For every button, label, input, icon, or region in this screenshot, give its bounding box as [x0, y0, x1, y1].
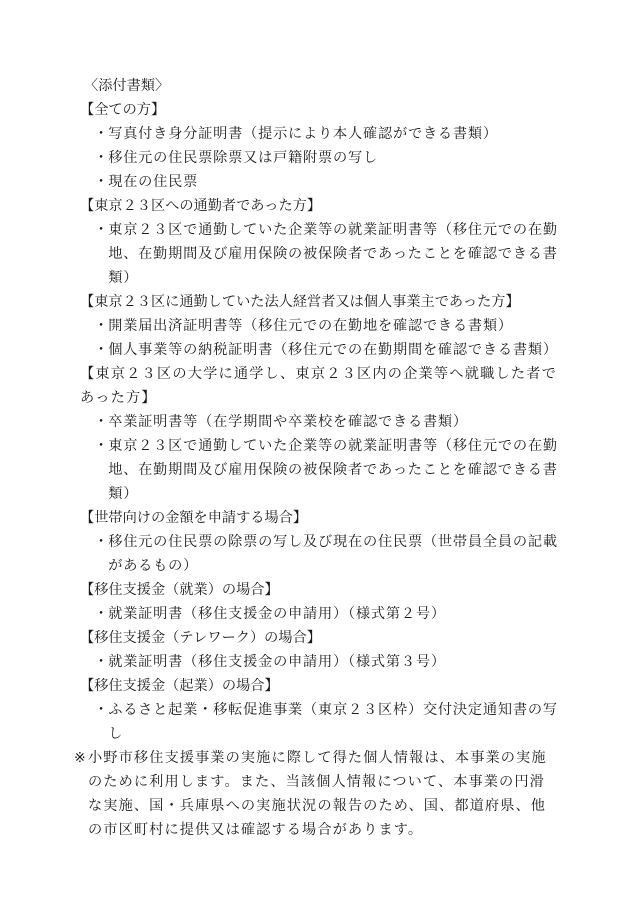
bullet-mark: ・	[94, 318, 109, 334]
list-item	[94, 410, 560, 434]
section-startup	[80, 674, 560, 746]
bullet-mark: ・	[94, 534, 109, 550]
document-intro: 〈添付書類〉	[84, 78, 170, 94]
list-item-text: 東京２３区で通勤していた企業等の就業証明書等（移住元での在勤地、在勤期間及び雇用保険の被保険者であったことを確認できる書類）	[108, 222, 558, 286]
bullet-mark: ・	[94, 222, 109, 238]
list-item-text: 移住元の住民票除票又は戸籍附票の写し	[108, 150, 378, 166]
bullet-mark: ・	[94, 414, 109, 430]
bullet-mark: ・	[94, 438, 109, 454]
list-item	[94, 122, 560, 146]
list-item	[94, 434, 560, 506]
list-item	[94, 146, 560, 170]
section-heading: 【東京２３区に通勤していた法人経営者又は個人事業主であった方】	[80, 294, 520, 310]
list-item	[94, 170, 560, 194]
bullet-mark: ・	[94, 606, 109, 622]
list-item	[94, 338, 560, 362]
list-item-text: 卒業証明書等（在学期間や卒業校を確認できる書類）	[108, 414, 468, 430]
section-heading: 【東京２３区の大学に通学し、東京２３区内の企業等へ就職した者であった方】	[80, 366, 558, 406]
list-item-text: 就業証明書（移住支援金の申請用）（様式第３号）	[108, 654, 446, 670]
bullet-mark: ・	[94, 150, 109, 166]
section-heading: 【移住支援金（起業）の場合】	[80, 678, 279, 694]
list-item	[94, 530, 560, 578]
section-tokyo-graduate	[80, 362, 560, 506]
list-item	[94, 698, 560, 746]
bullet-mark: ・	[94, 702, 109, 718]
section-business-owner	[80, 290, 560, 362]
section-all-applicants	[80, 98, 560, 194]
section-employment	[80, 578, 560, 626]
list-item-text: 東京２３区で通勤していた企業等の就業証明書等（移住元での在勤地、在勤期間及び雇用保険の被保険者であったことを確認できる書類）	[108, 438, 558, 502]
list-item	[94, 602, 560, 626]
list-item	[94, 650, 560, 674]
bullet-mark: ・	[94, 174, 109, 190]
bullet-mark: ・	[94, 342, 109, 358]
list-item-text: ふるさと起業・移転促進事業（東京２３区枠）交付決定通知書の写し	[108, 702, 558, 742]
section-heading: 【東京２３区への通勤者であった方】	[80, 198, 322, 214]
list-item-text: 開業届出済証明書等（移住元での在勤地を確認できる書類）	[108, 318, 513, 334]
list-item-text: 個人事業等の納税証明書（移住元での在勤期間を確認できる書類）	[108, 342, 558, 358]
privacy-note-text: 小野市移住支援事業の実施に際して得た個人情報は、本事業の実施のために利用します。また、当該個人情報について、本事業の円滑な実施、国・兵庫県への実施状況の報告のため、国、都道府県、他の市区町村に提供又は確認する場合があります。	[88, 750, 547, 838]
list-item-text: 写真付き身分証明書（提示により本人確認ができる書類）	[108, 126, 498, 142]
bullet-mark: ・	[94, 126, 109, 142]
bullet-mark: ・	[94, 654, 109, 670]
section-household	[80, 506, 560, 578]
list-item-text: 就業証明書（移住支援金の申請用）（様式第２号）	[108, 606, 446, 622]
list-item-text: 移住元の住民票の除票の写し及び現在の住民票（世帯員全員の記載があるもの）	[108, 534, 558, 574]
section-heading: 【世帯向けの金額を申請する場合】	[80, 510, 308, 526]
section-heading: 【全ての方】	[80, 102, 166, 118]
section-telework	[80, 626, 560, 674]
section-heading: 【移住支援金（テレワーク）の場合】	[80, 630, 321, 646]
privacy-note	[74, 746, 560, 842]
section-heading: 【移住支援金（就業）の場合】	[80, 582, 279, 598]
list-item	[94, 218, 560, 290]
list-item	[94, 314, 560, 338]
note-mark: ※	[74, 750, 86, 766]
list-item-text: 現在の住民票	[108, 174, 199, 190]
attachments-document	[74, 74, 560, 842]
section-tokyo-commuter	[80, 194, 560, 290]
